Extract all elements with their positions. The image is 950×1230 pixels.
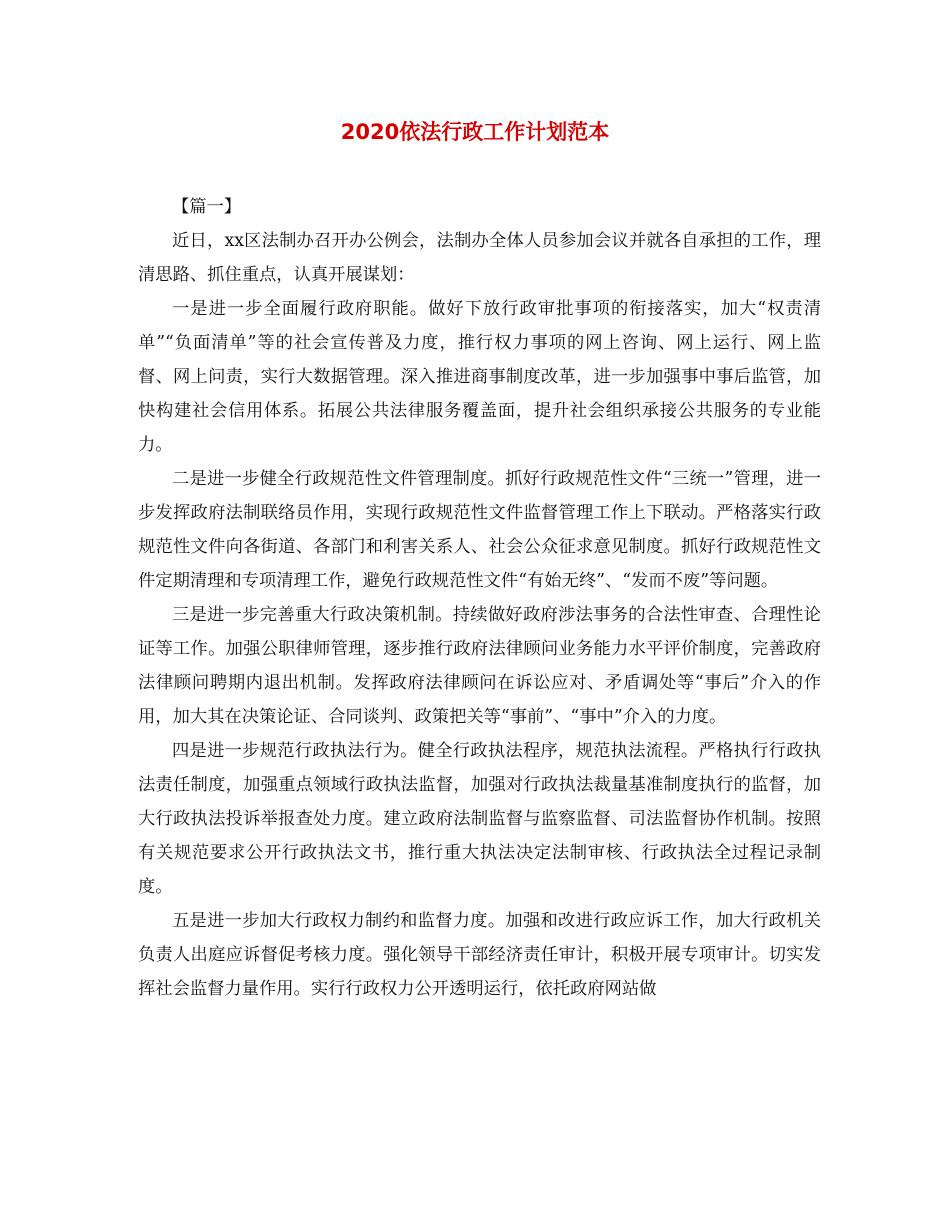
paragraph-item-3: 三是进一步完善重大行政决策机制。持续做好政府涉法事务的合法性审查、合理性论证等工作。加强公职律师管理，逐步推行政府法律顾问业务能力水平评价制度，完善政府法律顾问聘期内退出机制。发挥政府法律顾问在诉讼应对、矛盾调处等“事后”介入的作用，加大其在决策论证、合同谈判、政策把关等“事前”、“事中”介入的力度。: [138, 605, 821, 727]
paragraph-item-1: 一是进一步全面履行政府职能。做好下放行政审批事项的衔接落实，加大“权责清单”“负面清单”等的社会宣传普及力度，推行权力事项的网上咨询、网上运行、网上监督、网上问责，实行大数据管理。深入推进商事制度改革，进一步加强事中事后监管，加快构建社会信用体系。拓展公共法律服务覆盖面，提升社会组织承接公共服务的专业能力。: [138, 299, 821, 455]
paragraph-item-2: 二是进一步健全行政规范性文件管理制度。抓好行政规范性文件“三统一”管理，进一步发挥政府法制联络员作用，实现行政规范性文件监督管理工作上下联动。严格落实行政规范性文件向各街道、各部门和利害关系人、社会公众征求意见制度。抓好行政规范性文件定期清理和专项清理工作，避免行政规范性文件“有始无终”、“发而不废”等问题。: [138, 469, 821, 591]
document-title: 2020依法行政工作计划范本: [340, 120, 610, 144]
section-heading: 【篇一】: [172, 197, 242, 217]
paragraph-item-5: 五是进一步加大行政权力制约和监督力度。加强和改进行政应诉工作，加大行政机关负责人出庭应诉督促考核力度。强化领导干部经济责任审计，积极开展专项审计。切实发挥社会监督力量作用。实行行政权力公开透明运行，依托政府网站做: [138, 911, 821, 999]
paragraph-intro: 近日，xx区法制办召开办公例会，法制办全体人员参加会议并就各自承担的工作，理清思路、抓住重点，认真开展谋划：: [138, 231, 821, 285]
paragraph-item-4: 四是进一步规范行政执法行为。健全行政执法程序，规范执法流程。严格执行行政执法责任制度，加强重点领域行政执法监督，加强对行政执法裁量基准制度执行的监督，加大行政执法投诉举报查处力度。建立政府法制监督与监察监督、司法监督协作机制。按照有关规范要求公开行政执法文书，推行重大执法决定法制审核、行政执法全过程记录制度。: [138, 741, 821, 897]
document-body: [138, 190, 821, 1006]
